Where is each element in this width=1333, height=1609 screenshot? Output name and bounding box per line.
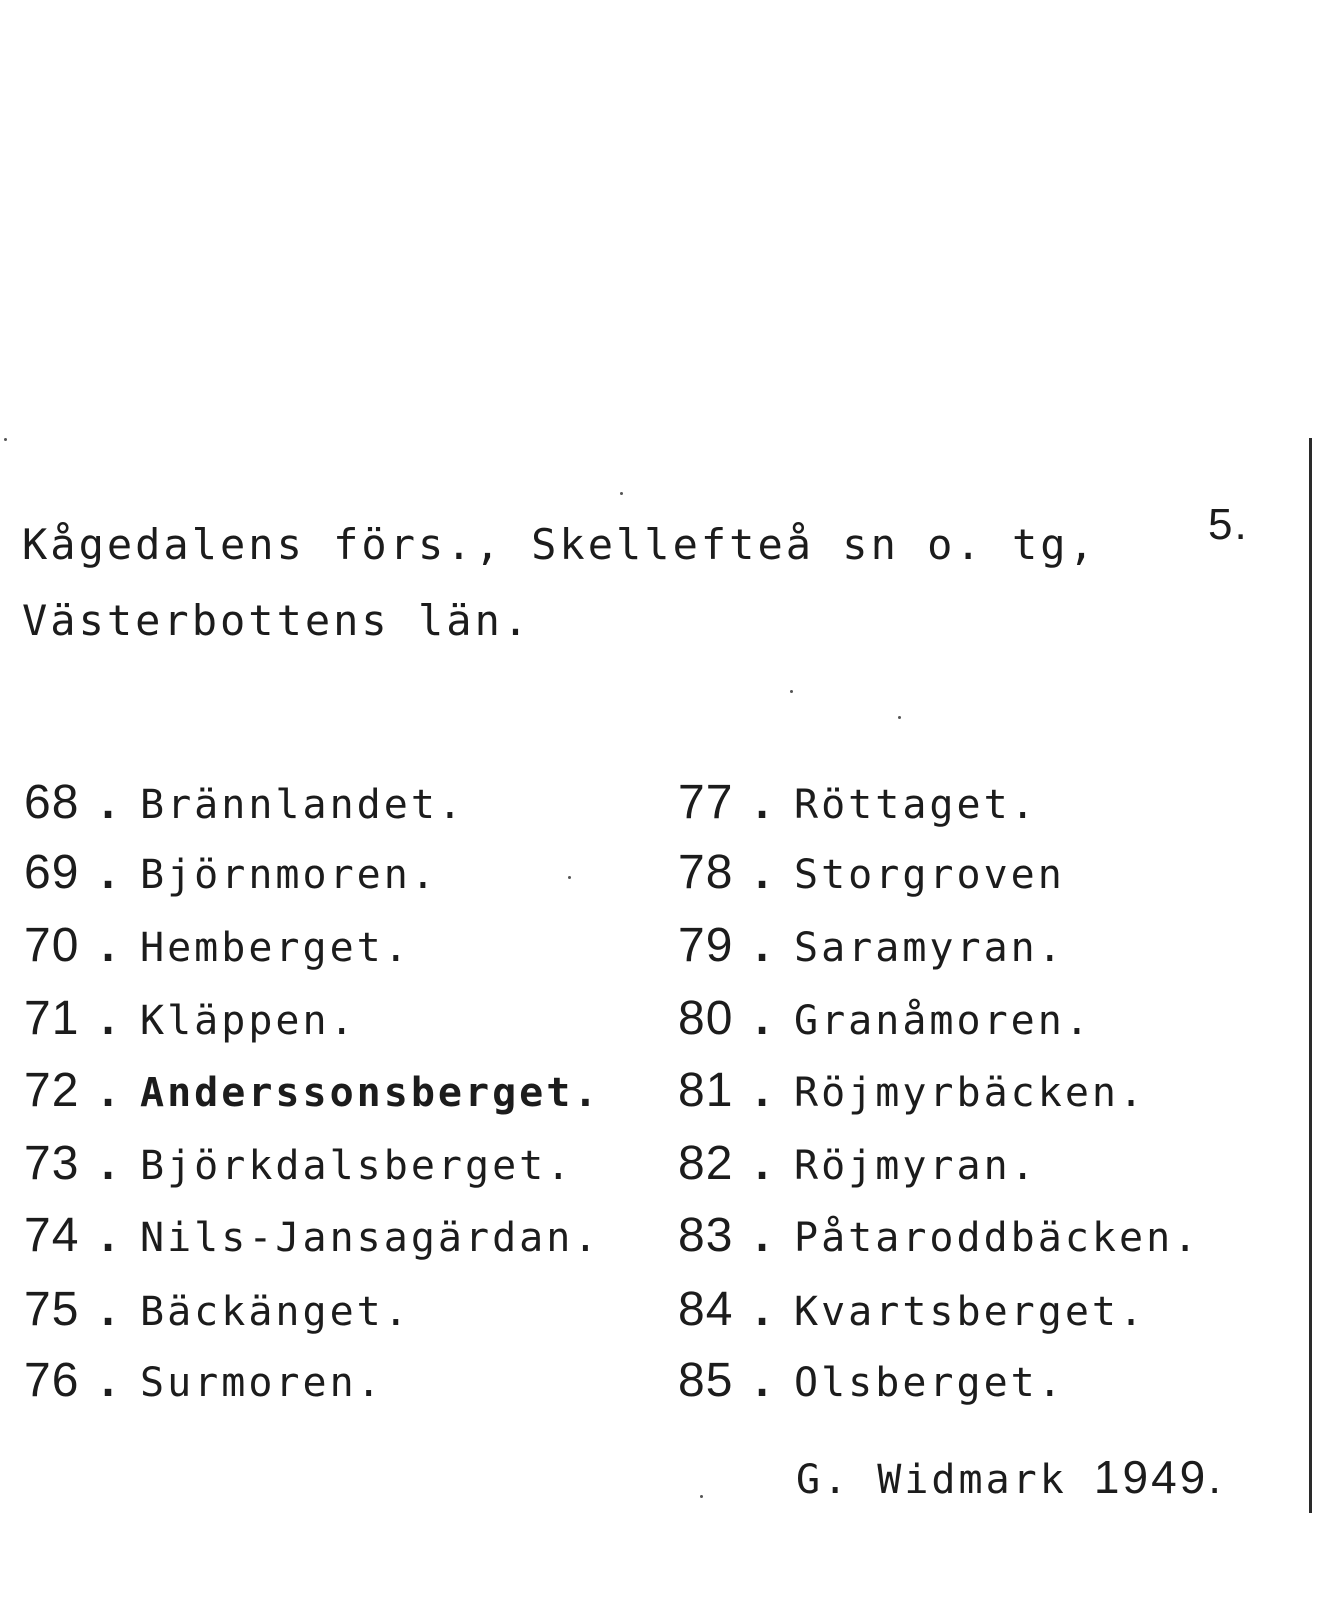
entry-number: 82 [678,1137,734,1190]
list-item: 85 . Olsberget. [678,1354,1065,1407]
list-item: 81 . Röjmyrbäcken. [678,1064,1147,1117]
header-county-line: Västerbottens län. [22,596,532,645]
entry-number: 74 [24,1209,80,1262]
entry-name: Röjmyran. [794,1143,1038,1189]
entry-number: 79 [678,919,734,972]
author-signature [796,1450,1224,1504]
list-item: 72 . Anderssonsberget. [24,1064,601,1117]
header-parish-line: Kågedalens förs., Skellefteå sn o. tg, [22,520,1097,569]
entry-number: 78 [678,846,734,899]
list-item: 75 . Bäckänget. [24,1283,411,1336]
entry-number: 73 [24,1137,80,1190]
entry-name: Kvartsberget. [794,1289,1147,1335]
author-name: G. Widmark [796,1457,1067,1503]
list-item: 70 . Hemberget. [24,919,411,972]
entry-name: Röttaget. [794,782,1038,828]
entry-name: Kläppen. [140,998,357,1044]
entry-name: Björnmoren. [140,852,438,898]
entry-number: 71 [24,992,80,1045]
entry-number: 76 [24,1354,80,1407]
scan-speck [700,1495,703,1498]
author-year: 1949. [1093,1451,1225,1503]
list-item: 79 . Saramyran. [678,919,1065,972]
entry-number: 80 [678,992,734,1045]
entry-number: 85 [678,1354,734,1407]
entry-name: Saramyran. [794,925,1065,971]
entry-name: Granåmoren. [794,998,1092,1044]
scan-speck [620,492,623,495]
list-item: 69 . Björnmoren. [24,846,438,899]
entry-name: Brännlandet. [140,782,465,828]
entry-number: 77 [678,776,734,829]
entry-number: 83 [678,1209,734,1262]
scan-speck [568,876,571,879]
scan-speck [790,690,793,693]
entry-name: Olsberget. [794,1360,1065,1406]
entry-name: Påtaroddbäcken. [794,1215,1201,1261]
entry-name: Anderssonsberget. [140,1070,601,1116]
entry-name: Nils-Jansagärdan. [140,1215,601,1261]
card-right-edge [1309,438,1312,1513]
entry-name: Storgroven [794,852,1065,898]
list-item: 68 . Brännlandet. [24,776,465,829]
list-item: 77 . Röttaget. [678,776,1038,829]
scan-speck [4,438,7,441]
entry-number: 75 [24,1283,80,1336]
list-item: 74 . Nils-Jansagärdan. [24,1209,601,1262]
list-item: 82 . Röjmyran. [678,1137,1038,1190]
list-item: 83 . Påtaroddbäcken. [678,1209,1201,1262]
entry-number: 69 [24,846,80,899]
entry-name: Bäckänget. [140,1289,411,1335]
list-item: 80 . Granåmoren. [678,992,1092,1045]
page-number: 5. [1208,500,1249,549]
entry-name: Surmoren. [140,1360,384,1406]
entry-name: Björkdalsberget. [140,1143,574,1189]
entry-name: Röjmyrbäcken. [794,1070,1147,1116]
scan-speck [898,716,901,719]
list-item: 84 . Kvartsberget. [678,1283,1147,1336]
entry-number: 68 [24,776,80,829]
list-item: 71 . Kläppen. [24,992,357,1045]
entry-number: 70 [24,919,80,972]
entry-number: 81 [678,1064,734,1117]
list-item: 73 . Björkdalsberget. [24,1137,574,1190]
list-item: 76 . Surmoren. [24,1354,384,1407]
list-item: 78 . Storgroven [678,846,1065,899]
entry-number: 72 [24,1064,80,1117]
entry-name: Hemberget. [140,925,411,971]
entry-number: 84 [678,1283,734,1336]
